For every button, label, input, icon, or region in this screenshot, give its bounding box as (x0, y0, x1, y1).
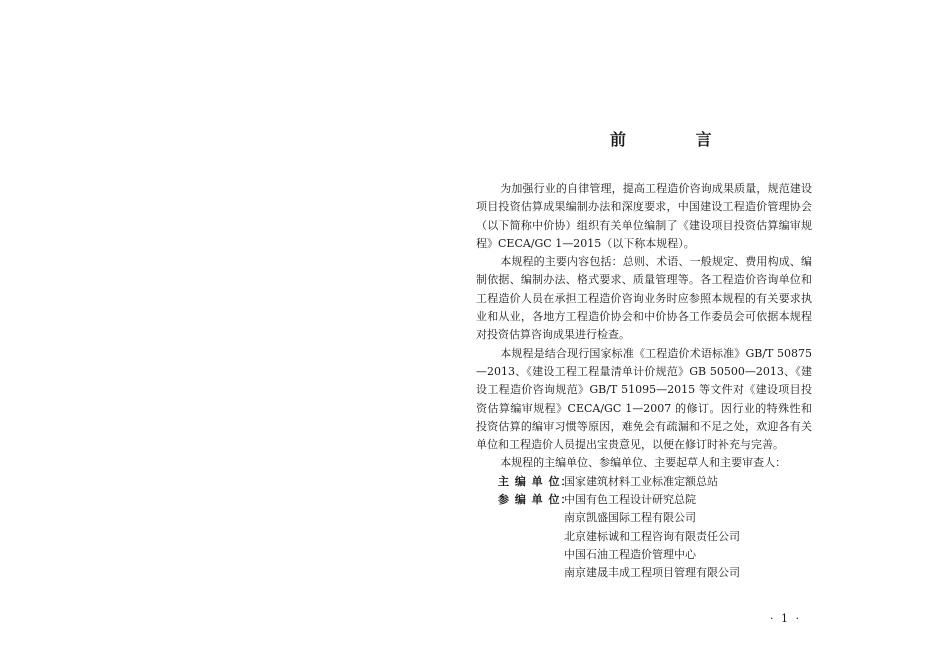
participating-units-row (476, 491, 812, 582)
page-title: 前 言 (610, 130, 744, 149)
units-intro: 本规程的主编单位、参编单位、主要起草人和主要审查人： (500, 456, 787, 470)
chief-unit-label: 主 编 单 位： (498, 474, 573, 488)
paragraph-2: 本规程的主要内容包括：总则、术语、一般规定、费用构成、编制依据、编制办法、格式要求、质量管理等。各工程造价咨询单位和工程造价人员在承担工程造价咨询业务时应参照本规程的有关要求执业和从业，各地方工程造价协会和中价协各工作委员会可依据本规程对投资估算咨询成果进行检查。 (476, 255, 812, 342)
participating-unit: 中国石油工程造价管理中心 (564, 547, 696, 561)
chief-unit-row (476, 473, 812, 491)
paragraph-1: 为加强行业的自律管理，提高工程造价咨询成果质量，规范建设项目投资估算成果编制办法和深度要求，中国建设工程造价管理协会（以下简称中价协）组织有关单位编制了《建设项目投资估算编审规程》CECA/GC 1—2015（以下称本规程）。 (476, 182, 812, 250)
paragraph-3: 本规程是结合现行国家标准《工程造价术语标准》GB/T 50875—2013、《建设工程工程量清单计价规范》GB 50500—2013、《建设工程造价咨询规范》GB/T 51095—2015 等文件对《建设项目投资估算编审规程》CECA/GC 1—2007 的修订。因行业的特殊性和投资估算的编审习惯等原因，难免会有疏漏和不足之处，欢迎各有关单位和工程造价人员提出宝贵意见，以便在修订时补充与完善。 (476, 346, 812, 452)
participating-unit: 北京建标诚和工程咨询有限责任公司 (564, 529, 740, 543)
participating-units-list (564, 491, 812, 582)
page-number: · 1 · (770, 612, 801, 625)
participating-unit: 南京建晟丰成工程项目管理有限公司 (564, 566, 740, 580)
document-body (476, 180, 812, 583)
chief-unit-name: 国家建筑材料工业标准定额总站 (564, 474, 718, 488)
participating-units-label: 参 编 单 位： (498, 493, 573, 507)
participating-unit: 南京凯盛国际工程有限公司 (564, 511, 696, 525)
participating-unit: 中国有色工程设计研究总院 (564, 493, 696, 507)
